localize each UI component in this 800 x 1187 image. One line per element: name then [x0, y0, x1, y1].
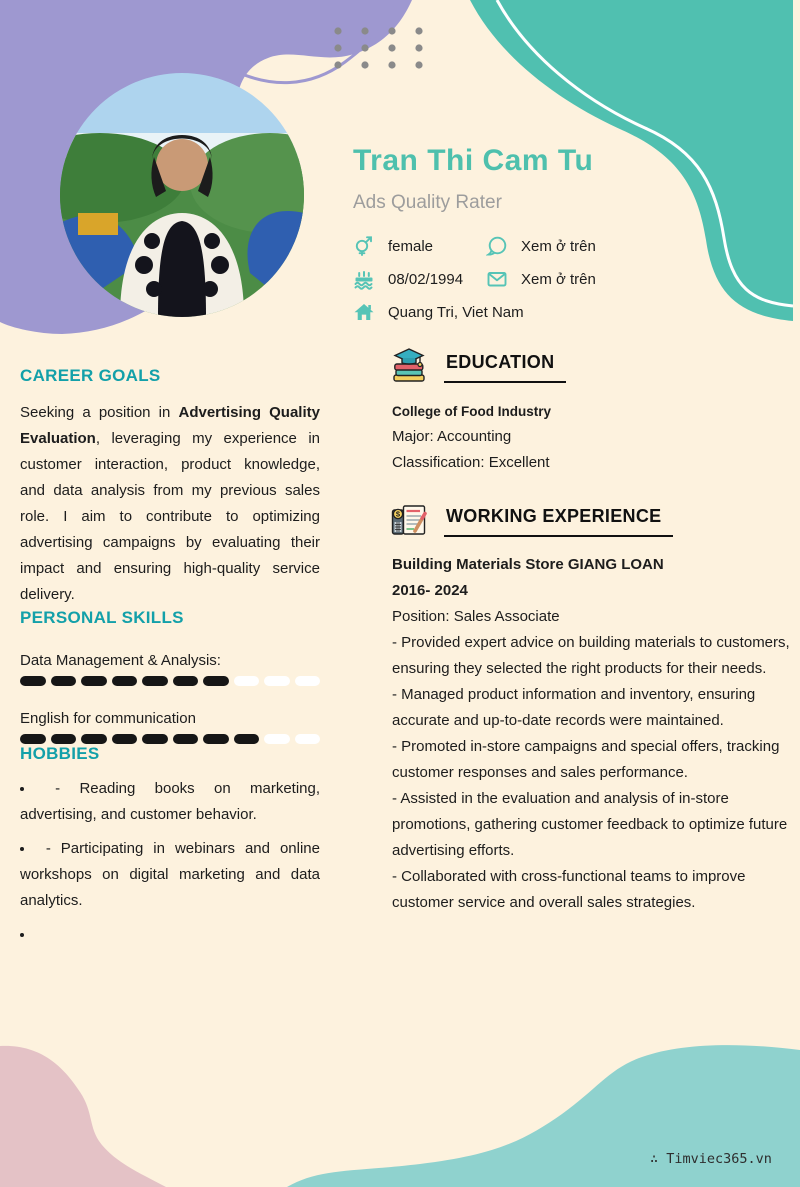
mail-icon — [486, 268, 508, 290]
birthday-icon — [353, 268, 375, 290]
skill-pill — [234, 676, 260, 686]
hobby-list — [20, 776, 320, 948]
skill-pill — [51, 676, 77, 686]
experience-bullet: - Managed product information and inventory, ensuring accurate and up-to-date records were maintained. — [392, 686, 756, 729]
skill-bar — [20, 734, 320, 744]
career-goals-text-bold: Advertising Quality Evaluation — [20, 404, 320, 447]
contact-email-value: Xem ở trên — [521, 270, 596, 288]
skill-bar — [20, 676, 320, 686]
svg-text:$: $ — [395, 509, 401, 519]
education-section-header — [390, 346, 796, 384]
experience-bullet: - Provided expert advice on building materials to customers, ensuring they selected the right products for their needs. — [392, 634, 790, 677]
education-body — [392, 400, 796, 476]
education-school: College of Food Industry — [392, 404, 551, 419]
hobby-item — [20, 922, 320, 948]
career-goals-text-after: , leveraging my experience in customer interaction, product knowledge, and data analysis from my previous sales role. I aim to contribute to optimizing advertising campaigns by evaluating their impact and ensuring high-quality service delivery. — [20, 430, 320, 603]
experience-section-header — [390, 500, 796, 538]
skill-pill — [264, 676, 290, 686]
experience-period: 2016- 2024 — [392, 582, 468, 599]
experience-bullet: - Collaborated with cross-functional teams to improve customer service and overall sales strategies. — [392, 868, 746, 911]
experience-icon — [390, 500, 428, 538]
experience-company: Building Materials Store GIANG LOAN — [392, 556, 664, 573]
skill-pill — [20, 676, 46, 686]
contact-address — [353, 301, 524, 323]
career-goals-text — [20, 400, 320, 608]
personal-skills-heading: PERSONAL SKILLS — [20, 608, 184, 627]
skill-pill — [264, 734, 290, 744]
pink-blob — [0, 1046, 166, 1187]
contact-email — [486, 268, 596, 290]
left-column — [20, 366, 320, 948]
contact-phone — [486, 235, 596, 257]
skill-pill — [295, 734, 321, 744]
skill-label: English for communication — [20, 710, 196, 727]
career-goals-heading: CAREER GOALS — [20, 366, 161, 385]
contact-birthday — [353, 268, 463, 290]
skill-pill — [81, 734, 107, 744]
education-classification: Classification: Excellent — [392, 454, 550, 471]
experience-position: Position: Sales Associate — [392, 608, 560, 625]
watermark: ∴ Timviec365.vn — [650, 1151, 772, 1167]
skill-pill — [142, 676, 168, 686]
education-title: EDUCATION — [444, 352, 566, 383]
contact-gender — [353, 235, 433, 257]
skill-pill — [112, 676, 138, 686]
hobbies-heading: HOBBIES — [20, 744, 100, 763]
skill-pill — [51, 734, 77, 744]
gender-icon — [353, 235, 375, 257]
profile-photo — [60, 73, 304, 317]
skill-item — [20, 710, 320, 744]
job-title: Ads Quality Rater — [353, 192, 502, 213]
home-icon — [353, 301, 375, 323]
skill-item — [20, 652, 320, 686]
skill-pill — [142, 734, 168, 744]
contact-phone-value: Xem ở trên — [521, 237, 596, 255]
experience-bullet: - Assisted in the evaluation and analysis of in-store promotions, gathering customer feedback to optimize future advertising efforts. — [392, 790, 788, 859]
skill-label: Data Management & Analysis: — [20, 652, 221, 669]
skill-pill — [295, 676, 321, 686]
contact-address-value: Quang Tri, Viet Nam — [388, 303, 524, 321]
education-icon — [390, 346, 428, 384]
skill-pill — [112, 734, 138, 744]
chat-icon — [486, 235, 508, 257]
experience-bullet: - Promoted in-store campaigns and special offers, tracking customer responses and sales performance. — [392, 738, 780, 781]
skill-pill — [20, 734, 46, 744]
skill-pill — [203, 734, 229, 744]
right-column — [390, 346, 796, 916]
skill-pill — [203, 676, 229, 686]
skill-pill — [234, 734, 260, 744]
skill-pill — [173, 676, 199, 686]
experience-title: WORKING EXPERIENCE — [444, 506, 673, 537]
skill-pill — [81, 676, 107, 686]
contact-birthday-value: 08/02/1994 — [388, 270, 464, 288]
skill-pill — [173, 734, 199, 744]
contact-gender-value: female — [388, 237, 434, 255]
hobby-item: • - Participating in webinars and online workshops on digital marketing and data analytics. — [20, 836, 320, 914]
hobby-item: • - Reading books on marketing, advertising, and customer behavior. — [20, 776, 320, 828]
career-goals-text-before: Seeking a position in — [20, 404, 179, 421]
candidate-name: Tran Thi Cam Tu — [353, 144, 594, 177]
education-major: Major: Accounting — [392, 428, 512, 445]
experience-body — [392, 552, 796, 916]
